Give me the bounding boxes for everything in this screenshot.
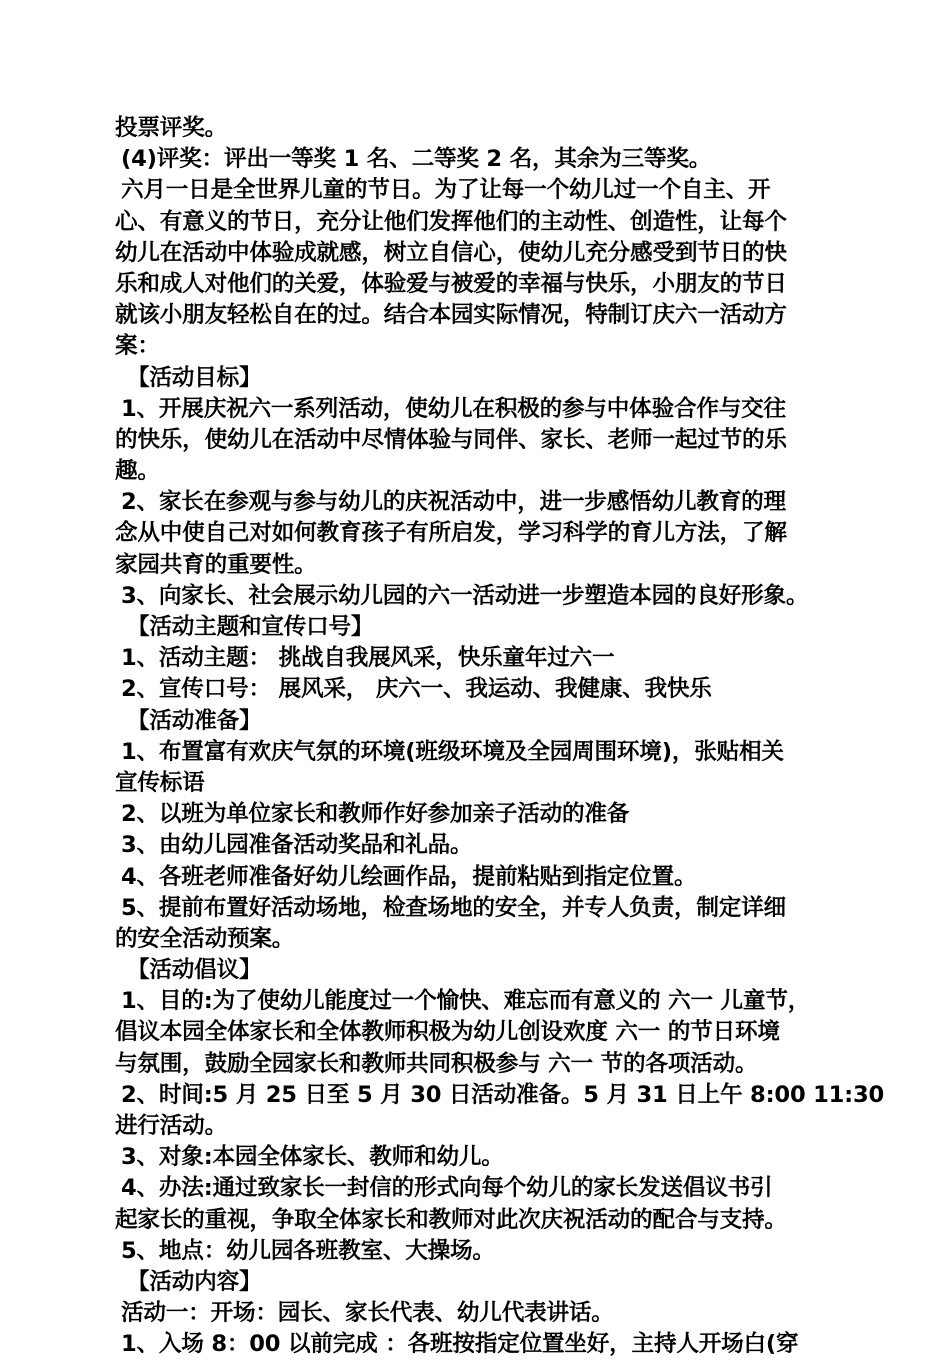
list-item: 的安全活动预案。 [115, 925, 295, 952]
list-item: 的快乐，使幼儿在活动中尽情体验与同伴、家长、老师一起过节的乐 [115, 426, 787, 453]
paragraph-line: 乐和成人对他们的关爱，体验爱与被爱的幸福与快乐，小朋友的节日 [115, 270, 787, 297]
section-heading: 【活动倡议】 [127, 957, 262, 984]
list-item: 3、对象:本园全体家长、教师和幼儿。 [121, 1144, 504, 1171]
section-heading: 【活动内容】 [127, 1268, 262, 1295]
list-item: 1、入场 8：00 以前完成 ：各班按指定位置坐好，主持人开场白(穿 [121, 1331, 799, 1358]
list-item: 4、各班老师准备好幼儿绘画作品，提前粘贴到指定位置。 [121, 863, 697, 890]
list-item: 1、开展庆祝六一系列活动，使幼儿在积极的参与中体验合作与交往 [121, 395, 786, 422]
list-item: 2、时间:5 月 25 日至 5 月 30 日活动准备。5 月 31 日上午 8:00 11:30 [121, 1081, 885, 1108]
paragraph-line: 就该小朋友轻松自在的过。结合本园实际情况，特制订庆六一活动方 [115, 302, 787, 329]
list-item: 3、向家长、社会展示幼儿园的六一活动进一步塑造本园的良好形象。 [121, 582, 809, 609]
text-line: (4)评奖：评出一等奖 1 名、二等奖 2 名，其余为三等奖。 [121, 146, 712, 173]
paragraph-line: 心、有意义的节日，充分让他们发挥他们的主动性、创造性，让每个 [115, 208, 787, 235]
list-item: 2、家长在参观与参与幼儿的庆祝活动中，进一步感悟幼儿教育的理 [121, 489, 786, 516]
list-item: 5、提前布置好活动场地，检查场地的安全，并专人负责，制定详细 [121, 894, 786, 921]
list-item: 倡议本园全体家长和全体教师积极为幼儿创设欢度 六一 的节日环境 [115, 1019, 780, 1046]
list-item: 趣。 [115, 458, 160, 485]
list-item: 1、活动主题： 挑战自我展风采，快乐童年过六一 [121, 645, 615, 672]
list-item: 1、布置富有欢庆气氛的环境(班级环境及全园周围环境)，张贴相关 [121, 738, 784, 765]
list-item: 活动一：开场：园长、家长代表、幼儿代表讲话。 [121, 1300, 614, 1327]
list-item: 2、宣传口号： 展风采， 庆六一、我运动、我健康、我快乐 [121, 676, 712, 703]
list-item: 起家长的重视，争取全体家长和教师对此次庆祝活动的配合与支持。 [115, 1206, 787, 1233]
paragraph-line: 幼儿在活动中体验成就感，树立自信心，使幼儿充分感受到节日的快 [115, 239, 787, 266]
list-item: 宣传标语 [115, 769, 205, 796]
section-heading: 【活动目标】 [127, 364, 262, 391]
list-item: 进行活动。 [115, 1113, 227, 1139]
list-item: 1、目的:为了使幼儿能度过一个愉快、难忘而有意义的 六一 儿童节， [121, 988, 811, 1015]
paragraph-line: 案： [115, 333, 160, 360]
paragraph-line: 六月一日是全世界儿童的节日。为了让每一个幼儿过一个自主、开 [121, 177, 771, 204]
list-item: 念从中使自己对如何教育孩子有所启发，学习科学的育儿方法，了解 [115, 520, 787, 547]
list-item: 与氛围，鼓励全园家长和教师共同积极参与 六一 节的各项活动。 [115, 1050, 758, 1077]
list-item: 4、办法:通过致家长一封信的形式向每个幼儿的家长发送倡议书引 [121, 1175, 773, 1202]
section-heading: 【活动准备】 [127, 707, 262, 734]
document-page [115, 113, 885, 1361]
list-item: 家园共育的重要性。 [115, 551, 317, 578]
text-line: 投票评奖。 [115, 115, 227, 141]
section-heading: 【活动主题和宣传口号】 [127, 614, 374, 640]
list-item: 2、以班为单位家长和教师作好参加亲子活动的准备 [121, 801, 630, 828]
list-item: 5、地点：幼儿园各班教室、大操场。 [121, 1237, 495, 1264]
list-item: 3、由幼儿园准备活动奖品和礼品。 [121, 832, 473, 859]
